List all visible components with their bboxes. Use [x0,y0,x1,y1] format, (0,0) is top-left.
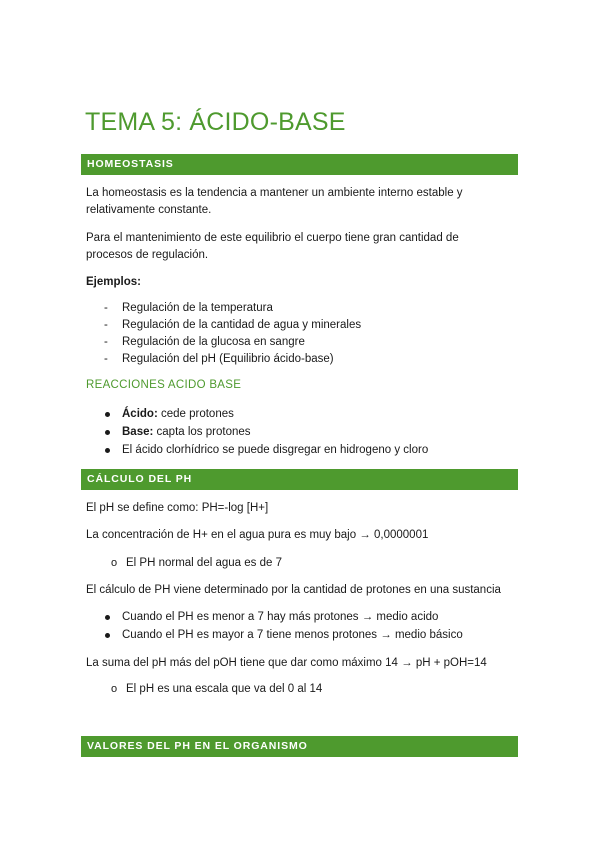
list-item [122,609,438,626]
list-item [111,555,282,572]
example-text: Regulación de la glucosa en sangre [122,336,305,348]
section-heading-homeostasis: HOMEOSTASIS [81,154,518,175]
dash-marker: - [104,302,108,314]
examples-label: Ejemplos: [86,276,141,288]
homeostasis-definition-line1: La homeostasis es la tendencia a mantener un ambiente interno estable y [86,187,463,199]
section-heading-calculo: CÁLCULO DEL PH [81,469,518,490]
term-text: cede protones [157,408,234,420]
bullet-marker [105,430,110,435]
ph-calculation: El cálculo de PH viene determinado por la cantidad de protones en una sustancia [86,584,501,596]
homeostasis-regulation-line1: Para el mantenimiento de este equilibrio el cuerpo tiene gran cantidad de [86,232,459,244]
term-label: Base: [122,426,154,438]
bullet-marker [105,633,110,638]
item-text: Cuando el PH es menor a 7 hay más protones → medio acido [122,611,439,623]
example-text: Regulación de la cantidad de agua y minerales [122,319,362,331]
list-item [104,334,305,351]
section-heading-valores: VALORES DEL PH EN EL ORGANISMO [81,736,518,757]
list-item [122,627,463,644]
subheading-reacciones: REACCIONES ACIDO BASE [86,379,242,391]
dash-marker: - [104,336,108,348]
example-text: Regulación del pH (Equilibrio ácido-base) [122,353,334,365]
list-item [104,300,273,317]
list-item [111,681,323,698]
term-label: Ácido: [122,408,158,420]
ph-definition: El pH se define como: PH=-log [H+] [86,502,269,514]
h-concentration: La concentración de H+ en el agua pura es muy bajo → 0,0000001 [86,529,429,541]
ph-poh-sum: La suma del pH más del pOH tiene que dar como máximo 14 → pH + pOH=14 [86,657,487,669]
page-title: TEMA 5: ÁCIDO-BASE [85,108,346,136]
homeostasis-regulation-line2: procesos de regulación. [86,249,209,261]
item-text: Cuando el PH es mayor a 7 tiene menos protones → medio básico [122,629,463,641]
item-text: El pH es una escala que va del 0 al 14 [126,683,323,695]
dash-marker: - [104,353,108,365]
circle-marker: o [111,683,118,695]
bullet-marker [105,615,110,620]
term-text: capta los protones [153,426,251,438]
item-text: El PH normal del agua es de 7 [126,557,282,569]
bullet-marker [105,412,110,417]
circle-marker: o [111,557,118,569]
homeostasis-definition-line2: relativamente constante. [86,204,212,216]
list-item [104,351,334,368]
bullet-marker [105,448,110,453]
example-text: Regulación de la temperatura [122,302,273,314]
list-item [122,406,234,423]
list-item [104,317,362,334]
list-item [122,424,251,441]
dash-marker: - [104,319,108,331]
term-text: El ácido clorhídrico se puede disgregar en hidrogeno y cloro [122,444,429,456]
list-item [122,442,428,459]
